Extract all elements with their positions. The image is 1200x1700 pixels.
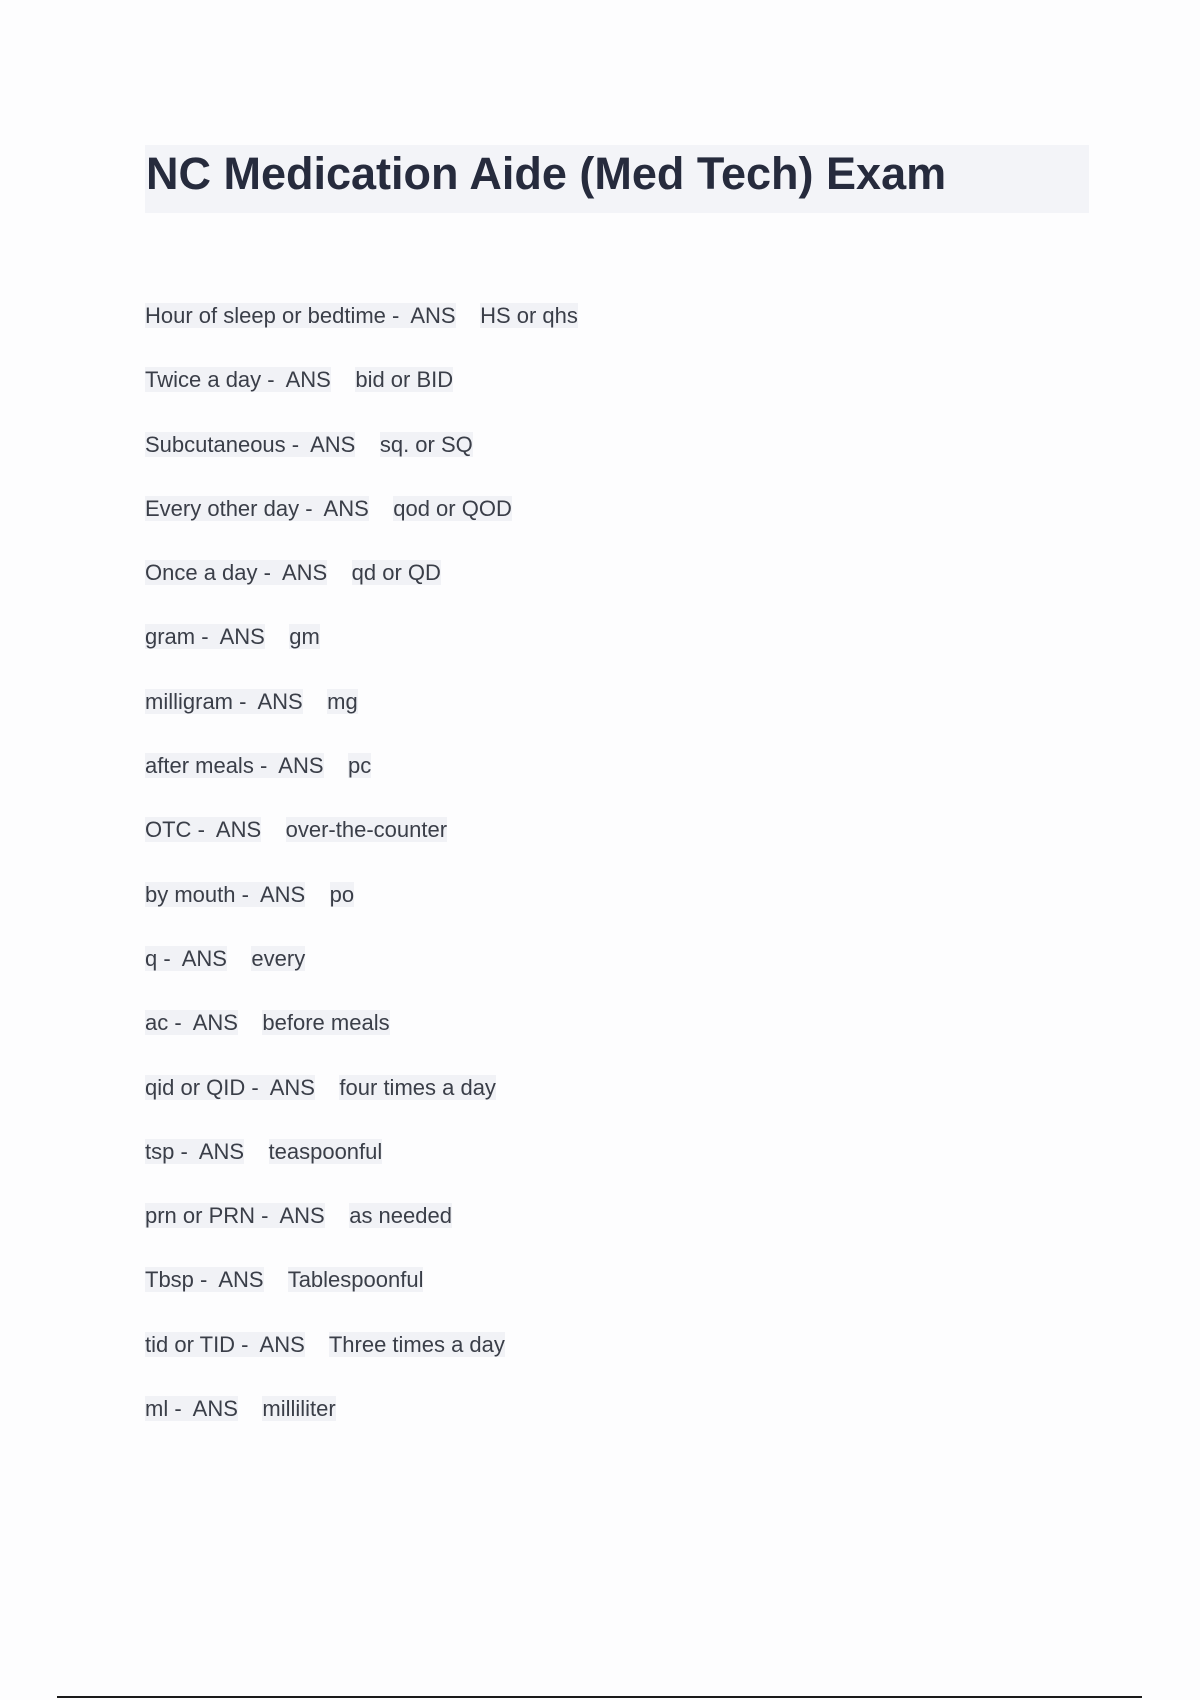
- answer-text: Tablespoonful: [287, 1267, 424, 1293]
- answer-gap: [327, 560, 351, 585]
- separator: -: [257, 560, 282, 586]
- answer-gap: [324, 753, 348, 778]
- qa-item: [145, 431, 578, 495]
- separator: -: [157, 945, 182, 971]
- answer-text: HS or qhs: [480, 303, 578, 328]
- answer-gap: [238, 1010, 262, 1035]
- question-text: qid or QID: [145, 1074, 246, 1100]
- answer-gap: [238, 1396, 262, 1421]
- ans-label: ANS: [278, 753, 324, 779]
- qa-item: [145, 752, 578, 816]
- answer-gap: [265, 624, 289, 649]
- ans-label: ANS: [215, 817, 262, 843]
- ans-label: ANS: [259, 1331, 305, 1357]
- qa-item: [145, 688, 578, 752]
- answer-gap: [315, 1075, 339, 1100]
- answer-gap: [227, 946, 251, 971]
- question-text: Twice a day: [145, 367, 262, 393]
- question-text: by mouth: [145, 881, 236, 907]
- qa-item: [145, 1266, 578, 1330]
- qa-item: [145, 1331, 578, 1395]
- answer-gap: [264, 1267, 288, 1292]
- ans-label: ANS: [323, 495, 369, 521]
- separator: -: [285, 431, 311, 457]
- qa-item: [145, 1138, 578, 1202]
- separator: -: [261, 367, 286, 393]
- separator: -: [174, 1138, 199, 1164]
- answer-text: four times a day: [339, 1074, 496, 1100]
- answer-text: teaspoonful: [268, 1138, 383, 1164]
- ans-label: ANS: [218, 1267, 264, 1293]
- separator: -: [191, 817, 216, 843]
- answer-text: as needed: [349, 1203, 452, 1229]
- qa-item: [145, 495, 578, 559]
- ans-label: ANS: [219, 624, 265, 650]
- answer-text: mg: [327, 688, 358, 714]
- separator: -: [385, 303, 411, 328]
- separator: -: [233, 688, 258, 714]
- qa-item: [145, 623, 578, 687]
- ans-label: ANS: [257, 688, 303, 714]
- answer-text: bid or BID: [355, 367, 454, 393]
- question-text: tsp: [145, 1138, 175, 1164]
- answer-gap: [303, 689, 327, 714]
- answer-gap: [331, 367, 355, 392]
- answer-gap: [305, 882, 329, 907]
- ans-label: ANS: [410, 303, 456, 328]
- page-bottom-rule: [57, 1696, 1142, 1698]
- question-text: q: [145, 945, 158, 971]
- qa-item: [145, 366, 578, 430]
- qa-item: [145, 816, 578, 880]
- answer-gap: [355, 432, 379, 457]
- question-text: ac: [145, 1010, 169, 1036]
- ans-label: ANS: [285, 367, 331, 393]
- answer-text: pc: [347, 753, 372, 779]
- separator: -: [195, 624, 220, 650]
- answer-gap: [244, 1139, 268, 1164]
- ans-label: ANS: [310, 431, 356, 457]
- qa-item: [145, 1074, 578, 1138]
- separator: -: [253, 753, 279, 779]
- question-text: prn or PRN: [145, 1203, 256, 1229]
- answer-text: po: [329, 881, 355, 907]
- answer-gap: [369, 496, 393, 521]
- ans-label: ANS: [198, 1138, 245, 1164]
- ans-label: ANS: [269, 1074, 315, 1100]
- ans-label: ANS: [192, 1396, 238, 1422]
- separator: -: [299, 495, 324, 521]
- separator: -: [168, 1010, 193, 1036]
- question-text: Subcutaneous: [145, 431, 286, 457]
- answer-gap: [261, 817, 285, 842]
- ans-label: ANS: [181, 945, 227, 971]
- answer-text: sq. or SQ: [379, 431, 473, 457]
- separator: -: [245, 1074, 270, 1100]
- answer-text: Three times a day: [328, 1331, 505, 1357]
- question-text: ml: [145, 1396, 169, 1422]
- separator: -: [235, 1331, 260, 1357]
- ans-label: ANS: [192, 1010, 238, 1036]
- question-text: gram: [145, 624, 196, 650]
- ans-label: ANS: [259, 881, 306, 907]
- answer-gap: [456, 303, 480, 328]
- qa-item: [145, 559, 578, 623]
- qa-item: [145, 1009, 578, 1073]
- question-text: tid or TID: [145, 1331, 236, 1357]
- separator: -: [255, 1203, 280, 1229]
- qa-item: [145, 302, 578, 366]
- question-text: Every other day: [145, 495, 300, 521]
- qa-item: [145, 881, 578, 945]
- answer-text: qd or QD: [351, 560, 441, 586]
- answer-text: over-the-counter: [285, 817, 448, 843]
- qa-item: [145, 1395, 578, 1459]
- question-text: milligram: [145, 688, 233, 714]
- answer-text: before meals: [262, 1010, 390, 1036]
- answer-text: milliliter: [262, 1396, 336, 1422]
- answer-text: gm: [289, 624, 320, 650]
- ans-label: ANS: [281, 560, 328, 586]
- question-text: Tbsp: [145, 1267, 194, 1293]
- question-text: after meals: [145, 753, 254, 779]
- separator: -: [235, 881, 260, 907]
- answer-text: qod or QOD: [393, 495, 512, 521]
- document-title: NC Medication Aide (Med Tech) Exam: [146, 148, 947, 199]
- question-text: Hour of sleep or bedtime: [145, 303, 386, 328]
- separator: -: [193, 1267, 219, 1293]
- separator: -: [168, 1396, 193, 1422]
- answer-text: every: [251, 945, 306, 971]
- ans-label: ANS: [279, 1203, 325, 1229]
- qa-list: [145, 302, 578, 1459]
- answer-gap: [325, 1203, 349, 1228]
- qa-item: [145, 1202, 578, 1266]
- question-text: Once a day: [145, 560, 258, 586]
- question-text: OTC: [145, 817, 192, 843]
- qa-item: [145, 945, 578, 1009]
- answer-gap: [305, 1332, 329, 1357]
